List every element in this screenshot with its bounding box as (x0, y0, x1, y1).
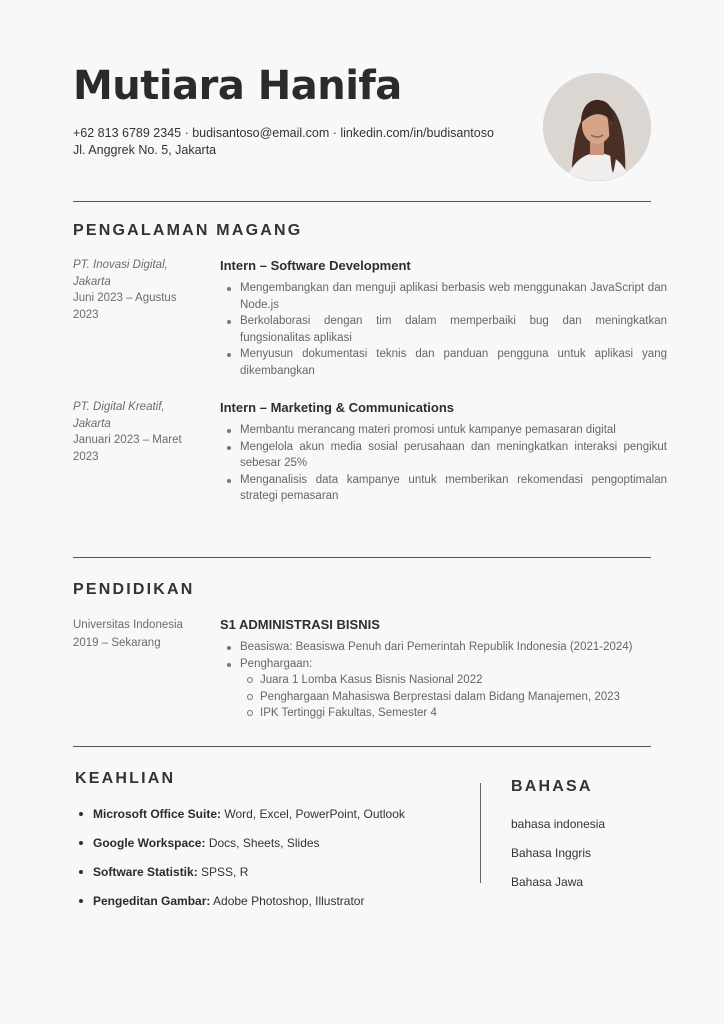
skill-item (93, 834, 405, 863)
languages-list (511, 816, 605, 903)
divider (73, 201, 651, 202)
bullet-item: Berkolaborasi dengan tim dalam memperbaiki bug dan meningkatkan fungsionalitas aplikasi (240, 313, 667, 346)
education-period: 2019 – Sekarang (73, 637, 161, 649)
divider (73, 557, 651, 558)
contact-info (73, 125, 494, 159)
language-item: Bahasa Inggris (511, 846, 592, 860)
period: Juni 2023 – Agustus (73, 292, 177, 304)
education-heading: PENDIDIKAN (73, 581, 195, 598)
candidate-name: Mutiara Hanifa (73, 63, 402, 109)
language-item: Bahasa Jawa (511, 875, 584, 889)
company-city: Jakarta (73, 417, 111, 430)
bullet-item: Menganalisis data kampanye untuk memberikan rekomendasi pengoptimalan strategi pemasaran (240, 472, 667, 505)
skill-label: Microsoft Office Suite: (93, 807, 222, 821)
award-item: Penghargaan Mahasiswa Berprestasi dalam Bidang Manajemen, 2023 (260, 689, 667, 706)
experience-meta-1 (73, 257, 203, 323)
experience-heading: PENGALAMAN MAGANG (73, 222, 303, 239)
skill-value: Word, Excel, PowerPoint, Outlook (221, 807, 405, 821)
education-entry (220, 617, 667, 722)
profile-photo (543, 73, 651, 181)
skill-item (93, 892, 405, 921)
skill-label: Google Workspace: (93, 836, 206, 850)
experience-entry-1 (220, 258, 667, 379)
skill-item (93, 805, 405, 834)
bullet-item: Mengembangkan dan menguji aplikasi berbasis web menggunakan JavaScript dan Node.js (240, 280, 667, 313)
skill-label: Software Statistik: (93, 865, 198, 879)
skill-label: Pengeditan Gambar: (93, 894, 211, 908)
education-meta (73, 616, 213, 652)
role-title: Intern – Software Development (220, 258, 411, 273)
language-item: bahasa indonesia (511, 817, 606, 831)
bullet-item: Menyusun dokumentasi teknis dan panduan pengguna untuk aplikasi yang dikembangkan (240, 346, 667, 379)
contact-line: +62 813 6789 2345 · budisantoso@email.com · linkedin.com/in/budisantoso (73, 126, 494, 140)
awards-label: Penghargaan: (240, 657, 313, 670)
skill-value: SPSS, R (197, 865, 249, 879)
address-line: Jl. Anggrek No. 5, Jakarta (73, 143, 217, 157)
company-name: PT. Digital Kreatif, (73, 401, 165, 413)
period-year: 2023 (73, 308, 99, 321)
skills-heading: KEAHLIAN (75, 770, 176, 787)
period: Januari 2023 – Maret (73, 434, 182, 446)
divider (73, 746, 651, 747)
experience-meta-2 (73, 399, 203, 465)
skill-value: Adobe Photoshop, Illustrator (210, 894, 365, 908)
company-city: Jakarta (73, 275, 111, 288)
bullet-item (240, 656, 667, 722)
degree-title: S1 ADMINISTRASI BISNIS (220, 617, 380, 632)
role-title: Intern – Marketing & Communications (220, 400, 455, 415)
skills-list (75, 805, 405, 921)
column-divider (480, 783, 481, 883)
bullet-item: Membantu merancang materi promosi untuk kampanye pemasaran digital (240, 422, 667, 439)
skill-value: Docs, Sheets, Slides (205, 836, 320, 850)
skill-item (93, 863, 405, 892)
experience-entry-2 (220, 400, 667, 505)
bullet-item: Beasiswa: Beasiswa Penuh dari Pemerintah Republik Indonesia (2021-2024) (240, 639, 667, 656)
school-name: Universitas Indonesia (73, 619, 183, 631)
award-item: IPK Tertinggi Fakultas, Semester 4 (260, 705, 667, 722)
bullet-item: Mengelola akun media sosial perusahaan dan meningkatkan interaksi pengikut sebesar 25% (240, 439, 667, 472)
period-year: 2023 (73, 450, 99, 463)
company-name: PT. Inovasi Digital, (73, 259, 168, 271)
languages-heading: BAHASA (511, 778, 593, 795)
award-item: Juara 1 Lomba Kasus Bisnis Nasional 2022 (260, 672, 667, 689)
